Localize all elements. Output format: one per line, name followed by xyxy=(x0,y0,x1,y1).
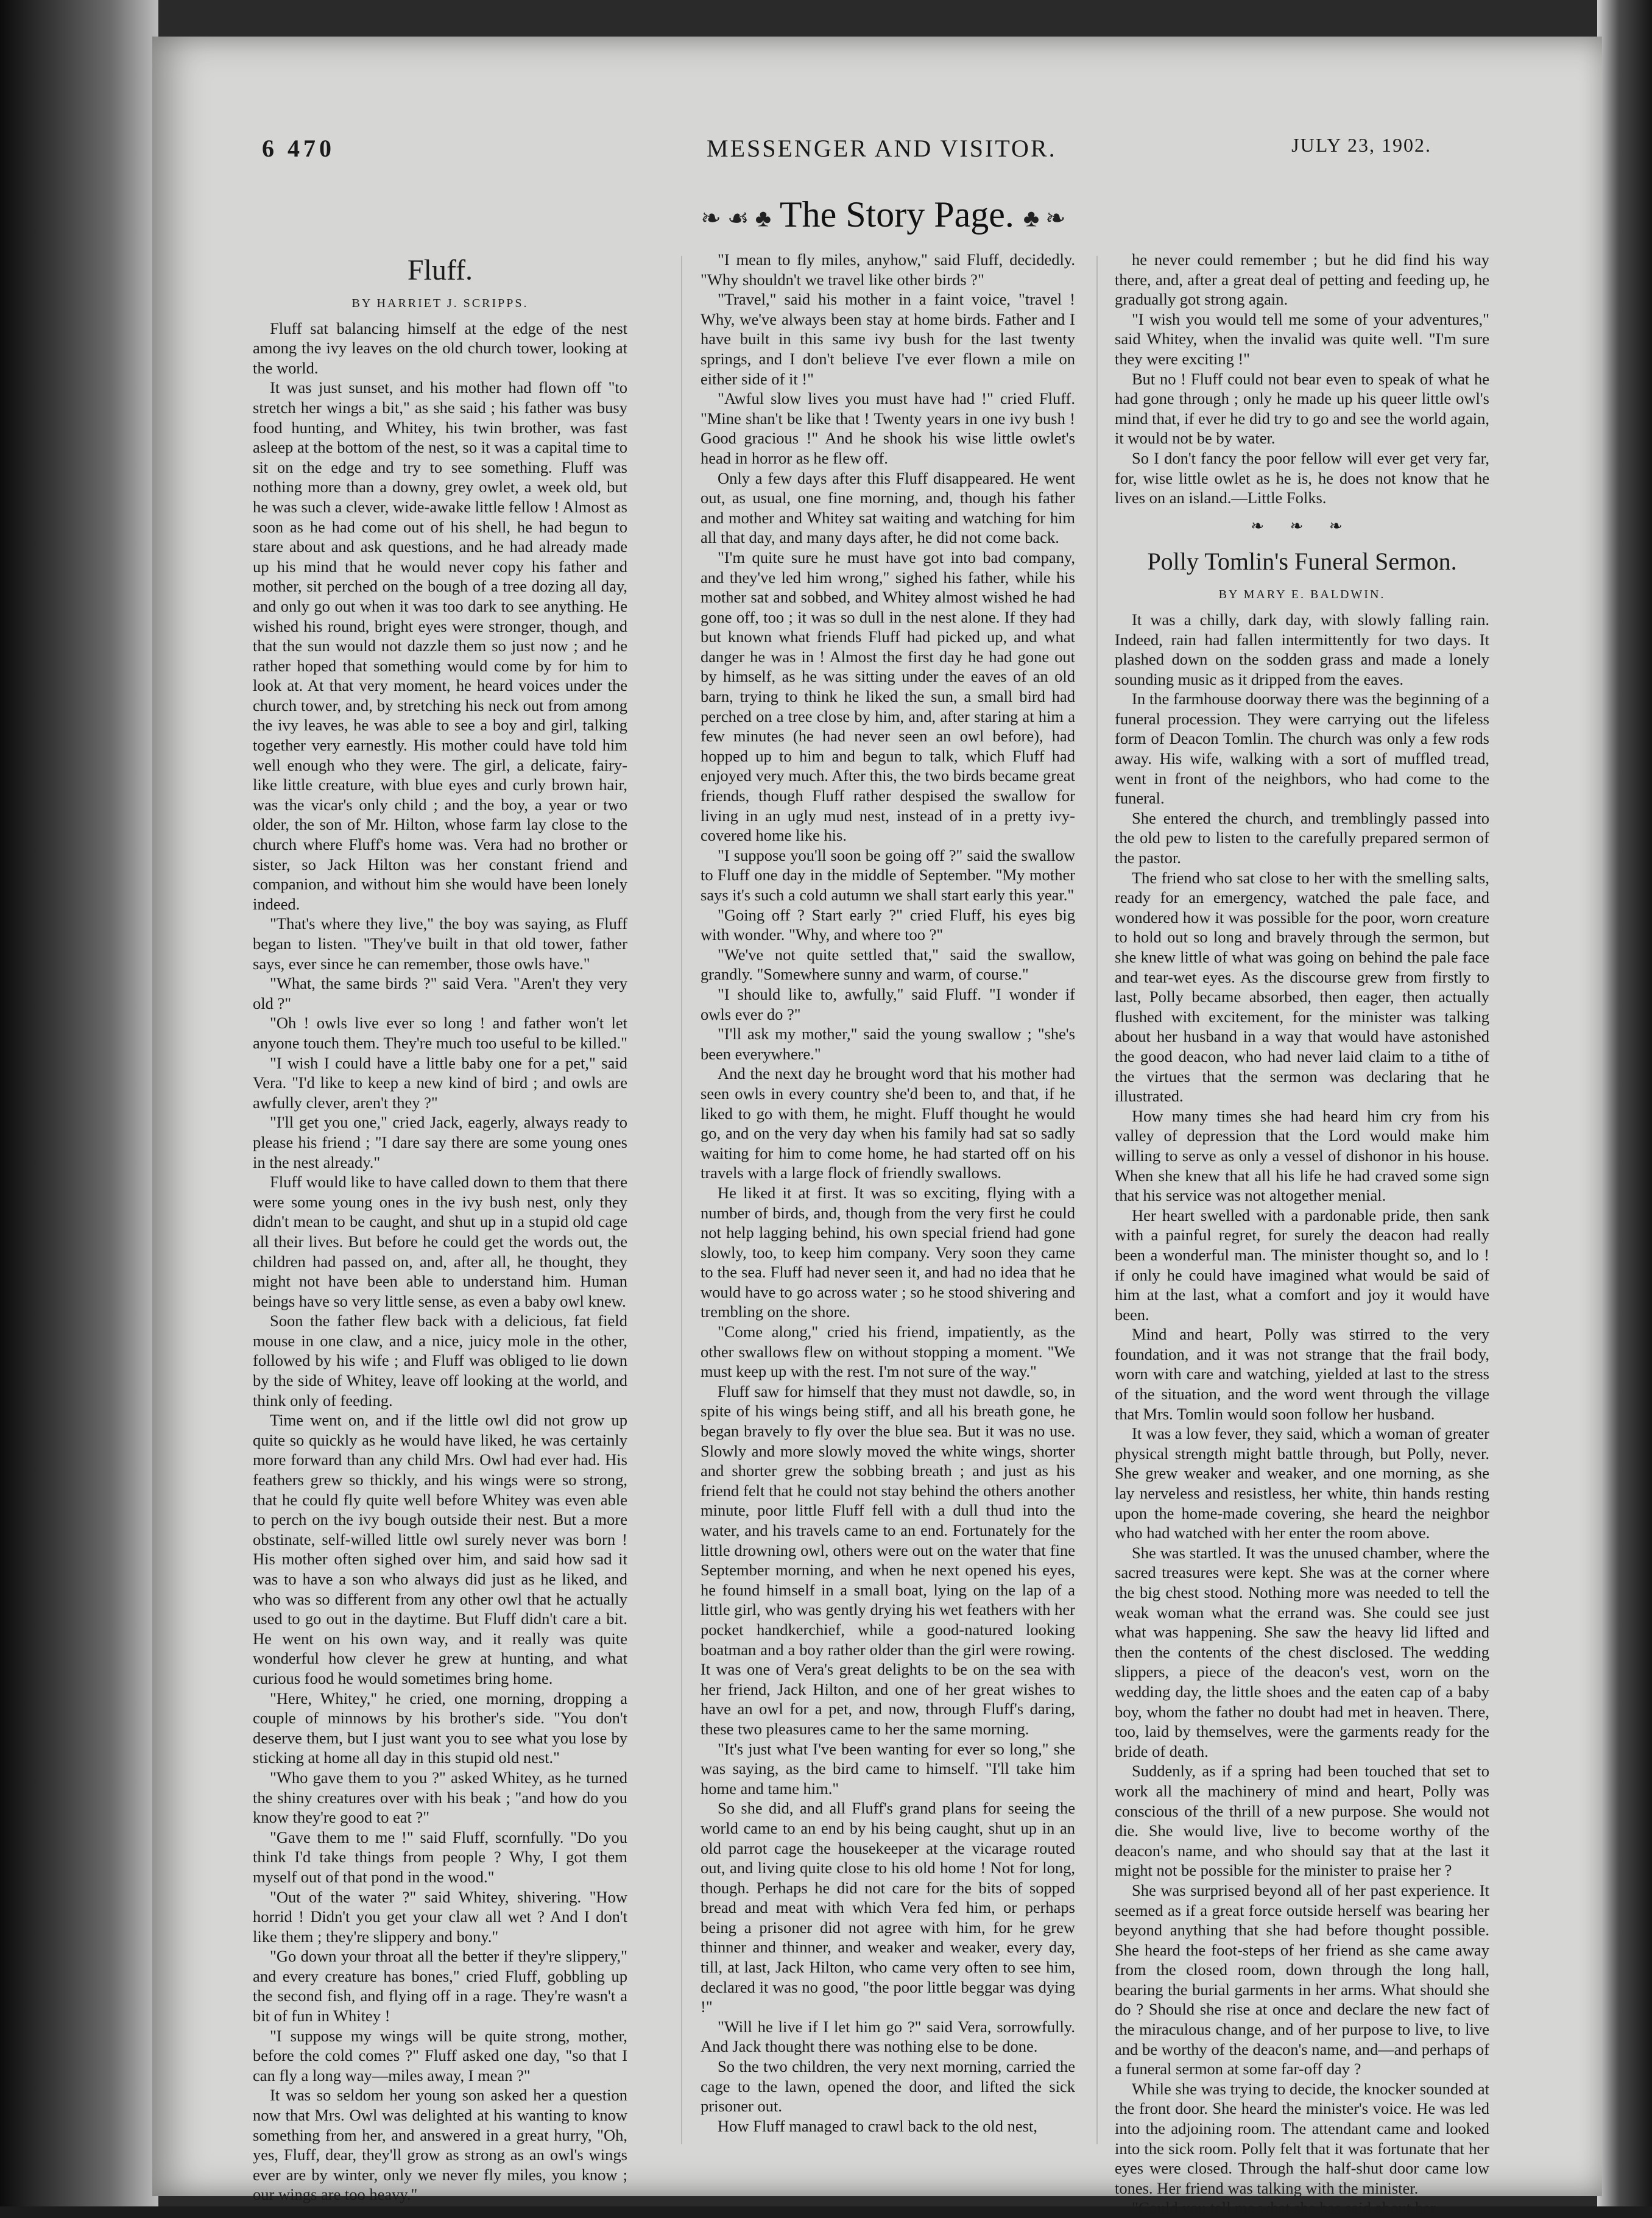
paragraph: "Awful slow lives you must have had !" cried Fluff. "Mine shan't be like that ! Twenty years in one ivy bush ! Good gracious !" And he shook his wise little owlet's head in horror as he flew off. xyxy=(701,389,1075,467)
second-story-byline: BY MARY E. BALDWIN. xyxy=(1218,588,1386,602)
paragraph: "I wish I could have a little baby one for a pet," said Vera. "I'd like to keep a new kind of bird ; and owls are awfully clever, aren't they ?" xyxy=(253,1053,627,1112)
paragraph: Fluff saw for himself that they must not dawdle, so, in spite of his wings being stiff, and all his breath gone, he began bravely to fly over the blue sea. But it was no use. Slowly and more slowly moved the white wings, shorter and shorter grew the sobbing breath ; and just as his friend felt that he could not stay behind the others another minute, poor little Fluff fell with a dull thud into the water, and his travels came to an end. Fortunately for the little drowning owl, others were out on the water that fine September morning, and when he next opened his eyes, he found himself in a small boat, lying on the lap of a little girl, who was gently drying his wet feathers with her pocket handkerchief, while a good-natured looking boatman and a boy rather older than the girl were rowing. It was one of Vera's great delights to be on the sea with her friend, Jack Hilton, and one of her great wishes to have an owl for a pet, and now, through Fluff's daring, these two pleasures came to her the same morning. xyxy=(701,1382,1075,1738)
story-body xyxy=(253,319,627,2205)
page-number: 6 470 xyxy=(262,135,335,162)
section-title: The Story Page. xyxy=(779,194,1014,235)
paragraph: "Will he live if I let him go ?" said Vera, sorrowfully. And Jack thought there was nothing else to be done. xyxy=(701,2017,1075,2056)
paragraph: "Gave them to me !" said Fluff, scornfully. "Do you think I'd take things from people ? Why, I got them myself out of that pond in the wood." xyxy=(253,1828,627,1886)
paragraph: "I mean to fly miles, anyhow," said Fluff, decidedly. "Why shouldn't we travel like other birds ?" xyxy=(701,250,1075,289)
paragraph: "Who gave them to you ?" asked Whitey, as he turned the shiny creatures over with his beak ; "and how do you know they're good to eat ?" xyxy=(253,1768,627,1827)
issue-date: JULY 23, 1902. xyxy=(1291,134,1431,156)
paragraph: "I suppose you'll soon be going off ?" said the swallow to Fluff one day in the middle of September. "My mother says it's such a cold autumn we shall start early this year." xyxy=(701,846,1075,904)
paragraph: Mind and heart, Polly was stirred to the very foundation, and it was not strange that the frail body, worn with care and watching, yielded at last to the stress of the situation, and the word went through the village that Mrs. Tomlin would soon follow her husband. xyxy=(1115,1325,1489,1423)
paragraph: Fluff would like to have called down to them that there were some young ones in the ivy bush nest, only they didn't mean to be caught, and shut up in a stupid old cage all their lives. But before he could get the words out, the children had passed on, and, after all, he thought, they might not have been able to understand him. Human beings have so very little sense, as even a baby owl knew. xyxy=(253,1173,627,1310)
paragraph: The friend who sat close to her with the smelling salts, ready for an emergency, watched the pale face, and wondered how it was possible for the poor, worn creature to hold out so long and bravely through the sermon, but she knew little of what was going on behind the pale face and tear-wet eyes. As the discourse grew from firstly to last, Polly became absorbed, then eager, then actually flushed with excitement, for the minister was talking about her husband in a way that would have astonished the good deacon, who had never laid claim to a tithe of the virtues that the sermon was declaring that he illustrated. xyxy=(1115,868,1489,1106)
paragraph: So she did, and all Fluff's grand plans for seeing the world came to an end by his being caught, shut up in an old parrot cage the housekeeper at the vicarage routed out, and living quite close to his old home ! Not for long, though. Perhaps he did not care for the bits of sopped bread and meat with which Vera fed him, or perhaps being a prisoner did not agree with him, for he grew thinner and thinner, and weaker and weaker, every day, till, at last, Jack Hilton, who came very often to see him, declared it was no good, "the poor little beggar was dying !" xyxy=(701,1799,1075,2016)
story-title: Fluff. xyxy=(407,254,473,286)
section-divider: ❧ ❧ ❧ xyxy=(1251,517,1354,535)
paragraph: She entered the church, and tremblingly passed into the old pew to listen to the carefully prepared sermon of the pastor. xyxy=(1115,808,1489,867)
paragraph: It was a chilly, dark day, with slowly falling rain. Indeed, rain had fallen intermittently for two days. It plashed down on the sodden grass and made a lonely sounding music as it dripped from the eaves. xyxy=(1115,610,1489,688)
story-byline: BY HARRIET J. SCRIPPS. xyxy=(351,297,529,310)
paragraph: "What, the same birds ?" said Vera. "Aren't they very old ?" xyxy=(253,974,627,1012)
story-body-continued xyxy=(701,250,1075,2136)
paragraph: "Oh ! owls live ever so long ! and father won't let anyone touch them. They're much too useful to be killed." xyxy=(253,1014,627,1052)
paragraph: But no ! Fluff could not bear even to speak of what he had gone through ; only he made up his queer little owl's mind that, if ever he did try to go and see the world again, it would not be by water. xyxy=(1115,369,1489,448)
book-binding-left xyxy=(0,0,158,2206)
second-story-title: Polly Tomlin's Funeral Sermon. xyxy=(1147,548,1457,576)
paragraph: "Go down your throat all the better if they're slippery," and every creature has bones," cried Fluff, gobbling up the second fish, and flying off in a rage. They're wasn't a bit of fun in Whitey ! xyxy=(253,1947,627,2026)
paragraph: It was so seldom her young son asked her a question now that Mrs. Owl was delighted at his wanting to know something from her, and answered in a great hurry, "Oh, yes, Fluff, dear, they'll grow as strong as an owl's wings ever are by winter, only we never fly miles, you know ; our wings are too heavy." xyxy=(253,2086,627,2204)
paragraph: How Fluff managed to crawl back to the old nest, xyxy=(718,2116,1037,2135)
ornament-left: ❧ ☙ ♣ xyxy=(701,204,771,232)
paragraph: "I'm quite sure he must have got into bad company, and they've led him wrong," sighed his father, while his mother sat and sobbed, and Whitey almost wished he had gone off, too ; it was so dull in the nest alone. If they had but known what friends Fluff had picked up, and what danger he was in ! Almost the first day he had gone out by himself, as he was sitting under the eaves of an old barn, trying to think he liked the sun, a small bird had perched on a tree close by him, and, after staring at him a few minutes (he had never seen an owl before), had hopped up to him and begun to talk, which Fluff had enjoyed very much. After this, the two birds became great friends, though Fluff rather despised the swallow for living in an ugly mud nest, instead of in a pretty ivy-covered home like his. xyxy=(701,548,1075,845)
paragraph: "Travel," said his mother in a faint voice, "travel ! Why, we've always been stay at home birds. Father and I have built in this same ivy bush for the last twenty springs, and I don't believe I've ever flown a mile on either side of it !" xyxy=(701,290,1075,388)
paragraph: Only a few days after this Fluff disappeared. He went out, as usual, one fine morning, and, though his father and mother and Whitey sat waiting and watching for him all that day, and many days after, he did not come back. xyxy=(701,468,1075,547)
paragraph: "I'll ask my mother," said the young swallow ; "she's been everywhere." xyxy=(701,1025,1075,1063)
paragraph: "I should like to, awfully," said Fluff. "I wonder if owls ever do ?" xyxy=(701,984,1075,1023)
paragraph: "It's just what I've been wanting for ever so long," she was saying, as the bird came to himself. "I'll take him home and tame him." xyxy=(701,1739,1075,1798)
paragraph: "Going off ? Start early ?" cried Fluff, his eyes big with wonder. "Why, and where too ?" xyxy=(701,905,1075,944)
paragraph: "Here, Whitey," he cried, one morning, dropping a couple of minnows by his brother's side. "You don't deserve them, but I just want you to see what you lose by sticking at home all day in this stupid old nest." xyxy=(253,1689,627,1767)
paragraph: Her heart swelled with a pardonable pride, then sank with a painful regret, for surely the deacon had really been a wonderful man. The minister thought so, and lo ! if only he could have imagined what would be said of him at the last, what a comfort and joy it would have been. xyxy=(1115,1206,1489,1324)
paragraph: So I don't fancy the poor fellow will ever get very far, for, wise little owlet as he is, he does not know that he lives on an island.—Little Folks. xyxy=(1115,448,1489,507)
paragraph: And the next day he brought word that his mother had seen owls in every country she'd been to, and that, if he liked to go with them, he might. Fluff thought he would go, and on the very day when his family had sat so sadly waiting for him to come home, he had started off on his travels with a large flock of friendly swallows. xyxy=(701,1064,1075,1182)
column-3 xyxy=(1115,250,1489,2217)
column-rule xyxy=(681,256,682,2144)
column-2 xyxy=(701,250,1075,2169)
paragraph: "Could you tell me what she has said about her xyxy=(1132,2199,1436,2217)
paragraph: "We've not quite settled that," said the swallow, grandly. "Somewhere sunny and warm, of course." xyxy=(701,945,1075,984)
paragraph: While she was trying to decide, the knocker sounded at the front door. She heard the minister's voice. He was led into the adjoining room. The attendant came and looked into the sick room. Polly felt that it was fortunate that her eyes were closed. Through the half-shut door came low tones. Her friend was talking with the minister. xyxy=(1115,2079,1489,2197)
paragraph: It was just sunset, and his mother had flown off "to stretch her wings a bit," as she said ; his father was busy food hunting, and Whitey, his twin brother, was fast asleep at the bottom of the nest, so it was a capital time to sit on the edge and try to see something. Fluff was nothing more than a downy, grey owlet, a week old, but he was such a clever, wide-awake little fellow ! Almost as soon as he had come out of his shell, he had begun to stare about and ask questions, and he had already made up his mind that he would never copy his father and mother, sit perched on the bough of a tree dozing all day, and only go out when it was too dark to see anything. He wished his round, bright eyes were stronger, though, and that the sun would not dazzle them so just now ; and he rather hoped that something would come by for him to look at. At that very moment, he heard voices under the church tower, and, by stretching his neck out from among the ivy leaves, he was able to see a boy and girl, talking together very earnestly. His mother could have told him well enough who they were. The girl, a delicate, fairy-like little creature, with blue eyes and curly brown hair, was the vicar's only child ; and the boy, a year or two older, the son of Mr. Hilton, whose farm lay close to the church where Fluff's home was. Vera had no brother or sister, so Jack Hilton was her constant friend and companion, and without him she would have been lonely indeed. xyxy=(253,378,627,913)
paragraph: "Come along," cried his friend, impatiently, as the other swallows flew on without stopping a moment. "We must keep up with the rest. I'm not sure of the way." xyxy=(701,1323,1075,1381)
paragraph: He liked it at first. It was so exciting, flying with a number of birds, and, though from the very first he could not help lagging behind, his own special friend had gone slowly, too, to keep him company. Very soon they came to the sea. Fluff had never seen it, and had no idea that he would have to go across water ; so he stood shivering and trembling on the shore. xyxy=(701,1183,1075,1321)
paragraph: "That's where they live," the boy was saying, as Fluff began to listen. "They've built in that old tower, father says, ever since he can remember, those owls have." xyxy=(253,914,627,973)
paragraph: In the farmhouse doorway there was the beginning of a funeral procession. They were carrying out the lifeless form of Deacon Tomlin. The church was only a few rods away. His wife, walking with a sort of muffled tread, went in front of the neighbors, who had come to the funeral. xyxy=(1115,690,1489,808)
paragraph: "I wish you would tell me some of your adventures," said Whitey, when the invalid was quite well. "I'm sure they were exciting !" xyxy=(1115,309,1489,368)
section-heading xyxy=(670,194,1096,242)
paragraph: It was a low fever, they said, which a woman of greater physical strength might battle through, but Polly, never. She grew weaker and weaker, and one morning, as she lay nerveless and resistless, her white, thin hands resting upon the home-made covering, she heard the neighbor who had watched with her enter the room above. xyxy=(1115,1424,1489,1542)
page-header xyxy=(262,134,1456,171)
paragraph: "I'll get you one," cried Jack, eagerly, always ready to please his friend ; "I dare say there are some young ones in the nest already." xyxy=(253,1113,627,1171)
paragraph: "Out of the water ?" said Whitey, shivering. "How horrid ! Didn't you get your claw all wet ? And I don't like them ; they're slippery and bony." xyxy=(253,1887,627,1946)
publication-title: MESSENGER AND VISITOR. xyxy=(707,135,1057,162)
column-rule xyxy=(1096,256,1098,2144)
ornament-right: ♣ ❧ xyxy=(1023,204,1066,232)
paragraph: So the two children, the very next morning, carried the cage to the lawn, opened the door, and lifted the sick prisoner out. xyxy=(701,2057,1075,2116)
paragraph: Fluff sat balancing himself at the edge of the nest among the ivy leaves on the old church tower, looking at the world. xyxy=(253,319,627,377)
story-ending xyxy=(1115,250,1489,508)
paragraph: "I suppose my wings will be quite strong, mother, before the cold comes ?" Fluff asked one day, "so that I can fly a long way—miles away, I mean ?" xyxy=(253,2026,627,2085)
paragraph: She was surprised beyond all of her past experience. It seemed as if a great force outside herself was bearing her beyond anything that she had before thought possible. She heard the foot-steps of her friend as she came away from the closed room, down through the long hall, bearing the burial garments in her arms. What should she do ? Should she rise at once and declare the new fact of the miraculous change, and of her purpose to live, to live and be worthy of the deacon's name, and—and perhaps of a funeral sermon at some far-off day ? xyxy=(1115,1881,1489,2078)
paragraph: Time went on, and if the little owl did not grow up quite so quickly as he would have liked, he was certainly more forward than any child Mrs. Owl had ever had. His feathers grew so thickly, and his wings were so strong, that he could fly quite well before Whitey was even able to perch on the ivy bough outside their nest. But a more obstinate, self-willed little owl surely never was born ! His mother often sighed over him, and said how sad it was to have a son who always did just as he liked, and who was so different from any other owl that he actually used to go out in the daytime. But Fluff didn't care a bit. He went on his own way, and it really was quite wonderful how clever he grew at hunting, and what curious food he would sometimes bring home. xyxy=(253,1411,627,1687)
paragraph: Soon the father flew back with a delicious, fat field mouse in one claw, and a nice, juicy mole in the other, followed by his wife ; and Fluff was obliged to lie down by the side of Whitey, leave off looking at the world, and think only of feeding. xyxy=(253,1312,627,1410)
paragraph: How many times she had heard him cry from his valley of depression that the Lord would make him willing to serve as only a vessel of dishonor in his house. When she knew that all his life he had craved some sign that his service was not altogether menial. xyxy=(1115,1106,1489,1205)
paragraph: he never could remember ; but he did find his way there, and, after a great deal of petting and feeding up, he gradually got strong again. xyxy=(1115,250,1489,309)
paragraph: She was startled. It was the unused chamber, where the sacred treasures were kept. She was at the corner where the big chest stood. Nothing more was needed to tell the weak woman what the errand was. She could see just what was happening. She saw the heavy lid lifted and then the contents of the chest disclosed. The wedding slippers, a piece of the deacon's vest, worn on the wedding day, the little shoes and the eaten cap of a baby boy, whom the father no doubt had met in heaven. There, too, laid by themselves, were the garments ready for the bride of death. xyxy=(1115,1543,1489,1761)
book-binding-right xyxy=(1597,0,1652,2206)
column-1 xyxy=(253,250,627,2204)
second-story-body xyxy=(1115,610,1489,2218)
paragraph: Suddenly, as if a spring had been touched that set to work all the machinery of mind and heart, Polly was conscious of the thrill of a new purpose. She would not die. She would live, live to become worthy of the deacon's name, and who should say that at the last it might not be possible for the minister to praise her ? xyxy=(1115,1762,1489,1880)
